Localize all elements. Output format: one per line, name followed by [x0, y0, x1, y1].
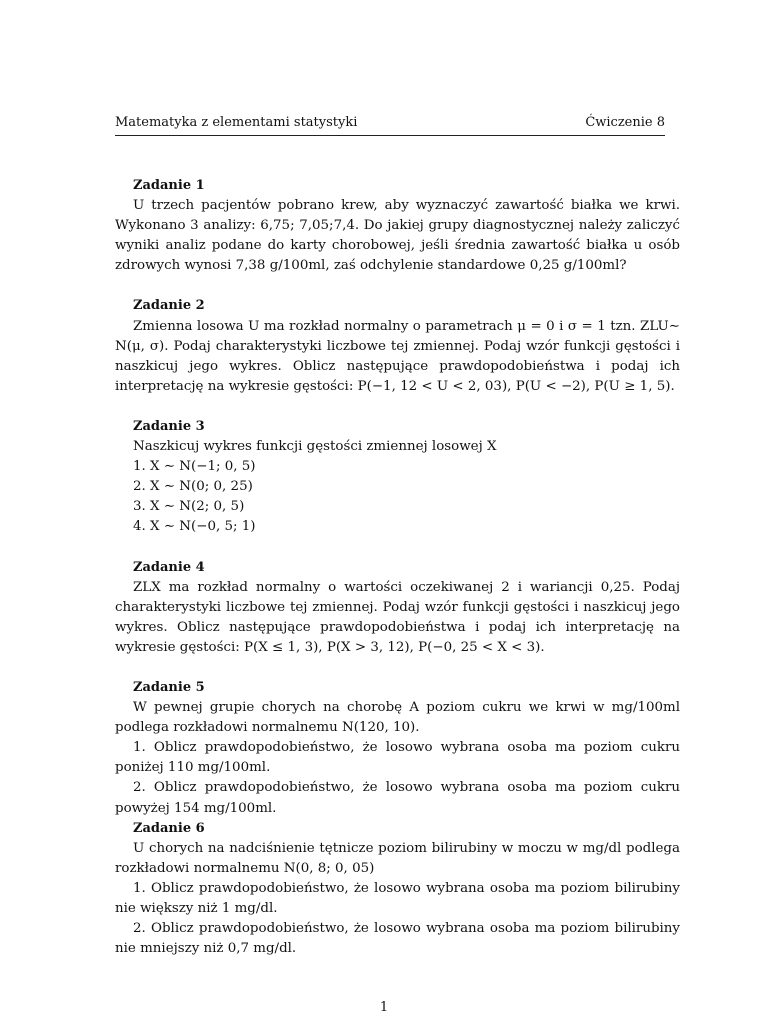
list-item: 1. X ∼ N(−1; 0, 5) [133, 459, 256, 475]
task-text: Naszkicuj wykres funkcji gęstości zmiennej losowej X [133, 439, 497, 455]
task-text: ZLX ma rozkład normalny o wartości oczekiwanej 2 i wariancji 0,25. Podaj charakterystyki liczbowe tej zmiennej. Podaj wzór funkcji gęstości i naszkicuj jego wykres. Oblicz następujące prawdopodobieństwa i podaj ich interpretację na wykresie gęstości: P(X ≤ 1, 3), P(X > 3, 12), P(−0, 25 < X < 3). [115, 579, 680, 655]
header-course-title: Matematyka z elementami statystyki [115, 115, 358, 130]
task-subitem: 1. Oblicz prawdopodobieństwo, że losowo wybrana osoba ma poziom cukru poniżej 110 mg/100ml. [115, 740, 680, 776]
task-text: Zmienna losowa U ma rozkład normalny o parametrach μ = 0 i σ = 1 tzn. ZLU∼ N(μ, σ). Podaj charakterystyki liczbowe tej zmiennej. Podaj wzór funkcji gęstości i naszkicuj jego wykres. Oblicz następujące prawdopodobieństwa i podaj ich interpretację na wykresie gęstości: P(−1, 12 < U < 2, 03), P(U < −2), P(U ≥ 1, 5). [115, 318, 680, 394]
task-text: U chorych na nadciśnienie tętnicze poziom bilirubiny w moczu w mg/dl podlega rozkładowi normalnemu N(0, 8; 0, 05) [115, 840, 680, 876]
page-header [115, 115, 665, 136]
list-item: 4. X ∼ N(−0, 5; 1) [133, 519, 256, 535]
task-6 [115, 819, 680, 960]
task-2 [115, 296, 680, 396]
task-4 [115, 558, 680, 658]
page-number: 1 [379, 1000, 389, 1015]
task-5 [115, 678, 680, 819]
task-title: Zadanie 2 [133, 298, 205, 314]
task-text: W pewnej grupie chorych na chorobę A poziom cukru we krwi w mg/100ml podlega rozkładowi normalnemu N(120, 10). [115, 700, 680, 736]
page-content [115, 176, 680, 959]
list-item: 3. X ∼ N(2; 0, 5) [133, 499, 245, 515]
list-item: 2. X ∼ N(0; 0, 25) [133, 479, 253, 495]
task-subitem: 2. Oblicz prawdopodobieństwo, że losowo wybrana osoba ma poziom cukru powyżej 154 mg/100ml. [115, 780, 680, 816]
task-text: U trzech pacjentów pobrano krew, aby wyznaczyć zawartość białka we krwi. Wykonano 3 analizy: 6,75; 7,05;7,4. Do jakiej grupy diagnostycznej należy zaliczyć wyniki analiz podane do karty chorobowej, jeśli średnia zawartość białka u osób zdrowych wynosi 7,38 g/100ml, zaś odchylenie standardowe 0,25 g/100ml? [115, 198, 680, 274]
task-1 [115, 176, 680, 276]
task-3 [115, 417, 680, 538]
task-title: Zadanie 4 [133, 559, 205, 575]
task-subitem: 1. Oblicz prawdopodobieństwo, że losowo wybrana osoba ma poziom bilirubiny nie większy niż 1 mg/dl. [115, 880, 680, 916]
header-exercise-number: Ćwiczenie 8 [585, 115, 665, 130]
task-title: Zadanie 6 [133, 820, 205, 836]
task-subitem: 2. Oblicz prawdopodobieństwo, że losowo wybrana osoba ma poziom bilirubiny nie mniejszy niż 0,7 mg/dl. [115, 921, 680, 957]
task-title: Zadanie 5 [133, 679, 205, 695]
task-title: Zadanie 3 [133, 418, 205, 434]
task-title: Zadanie 1 [133, 178, 205, 193]
